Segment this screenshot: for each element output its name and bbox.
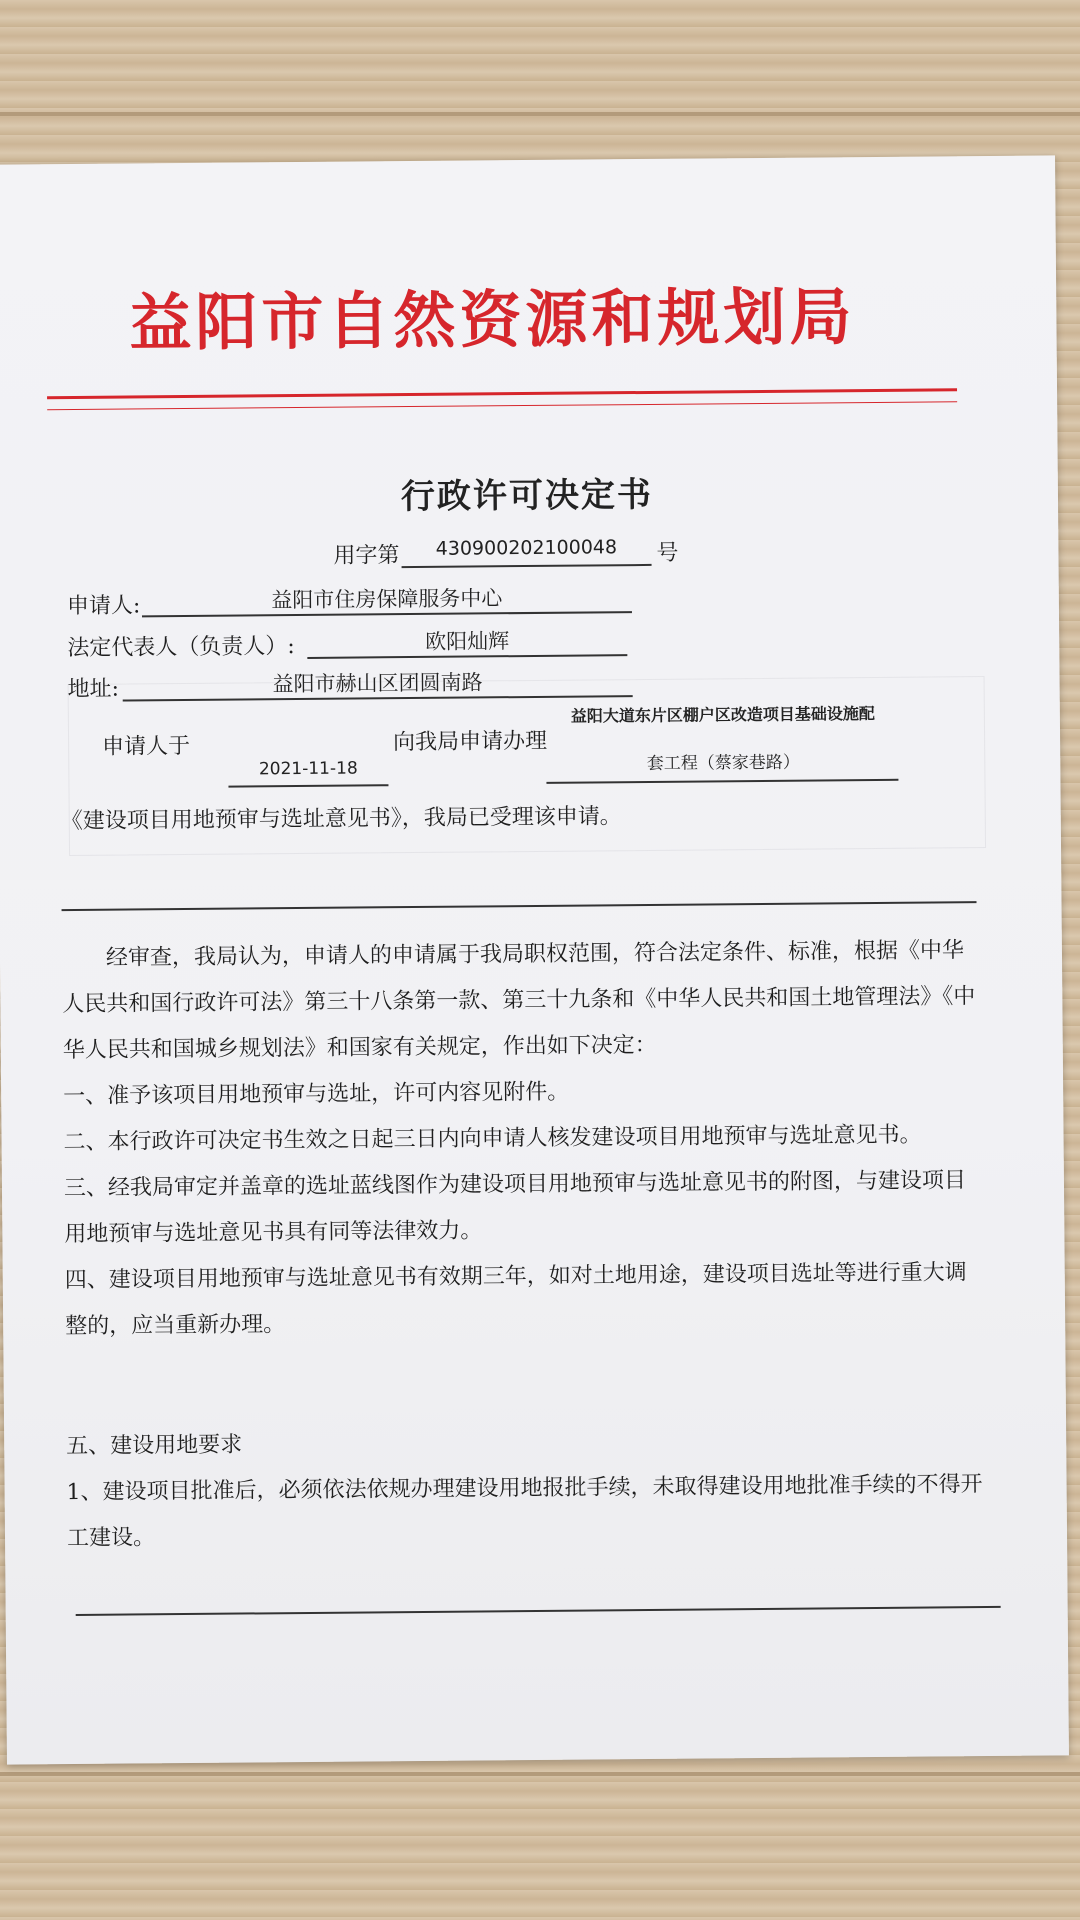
section-divider: [62, 901, 977, 910]
application-middle: 向我局申请办理: [392, 728, 548, 756]
decision-item-1: 一、准予该项目用地预审与选址，许可内容见附件。: [63, 1079, 570, 1110]
letterhead-red-rule-thin: [47, 401, 957, 410]
decision-item-3: 三、经我局审定并盖章的选址蓝线图作为建设项目用地预审与选址意见书的附图，与建设项目用地预审与选址意见书具有同等法律效力。: [63, 1168, 967, 1248]
ref-underline: [402, 564, 652, 568]
decision-item-4: 四、建设项目用地预审与选址意见书有效期三年，如对土地用途，建设项目选址等进行重大调整的，应当重新办理。: [64, 1260, 967, 1340]
application-closing: 《建设项目用地预审与选址意见书》，我局已受理该申请。: [60, 804, 622, 835]
address-value: 益阳市赫山区团圆南路: [272, 670, 483, 697]
project-name-line2: 套工程（蔡家巷路）: [646, 752, 800, 774]
land-requirements: [66, 1416, 987, 1562]
application-date: 2021-11-18: [258, 758, 358, 780]
document-sheet: [0, 155, 1069, 1764]
agency-letterhead: 益阳市自然资源和规划局: [129, 280, 856, 360]
representative-label: 法定代表人（负责人）:: [67, 634, 295, 662]
requirements-heading: 五、建设用地要求: [66, 1432, 243, 1460]
decision-item-2: 二、本行政许可决定书生效之日起三日内向申请人核发建设项目用地预审与选址意见书。: [63, 1122, 922, 1156]
application-prefix: 申请人于: [102, 733, 191, 760]
review-paragraph: 经审查，我局认为，申请人的申请属于我局职权范围，符合法定条件、标准，根据《中华人民共和国行政许可法》第三十八条第一款、第三十九条和《中华人民共和国土地管理法》《中华人民共和国城乡规划法》和国家有关规定，作出如下决定：: [62, 938, 976, 1064]
decision-body: [62, 928, 986, 1350]
bottom-underline: [76, 1606, 1001, 1616]
requirement-1: 1、建设项目批准后，必须依法依规办理建设用地报批手续，未取得建设用地批准手续的不得开工建设。: [66, 1472, 983, 1552]
table-plank-line: [0, 1772, 1080, 1776]
letterhead-red-rule: [47, 388, 957, 399]
representative-value: 欧阳灿辉: [425, 629, 510, 654]
applicant-label: 申请人:: [66, 593, 141, 620]
table-plank-line: [0, 112, 1080, 116]
address-label: 地址:: [67, 676, 120, 703]
ref-prefix: 用字第: [333, 543, 400, 569]
applicant-value: 益阳市住房保障服务中心: [271, 586, 503, 613]
ref-suffix: 号: [656, 540, 679, 566]
project-name-line1: 益阳大道东片区棚户区改造项目基础设施配: [570, 703, 875, 726]
document-title: 行政许可决定书: [400, 474, 654, 518]
ref-number: 430900202100048: [435, 536, 618, 560]
